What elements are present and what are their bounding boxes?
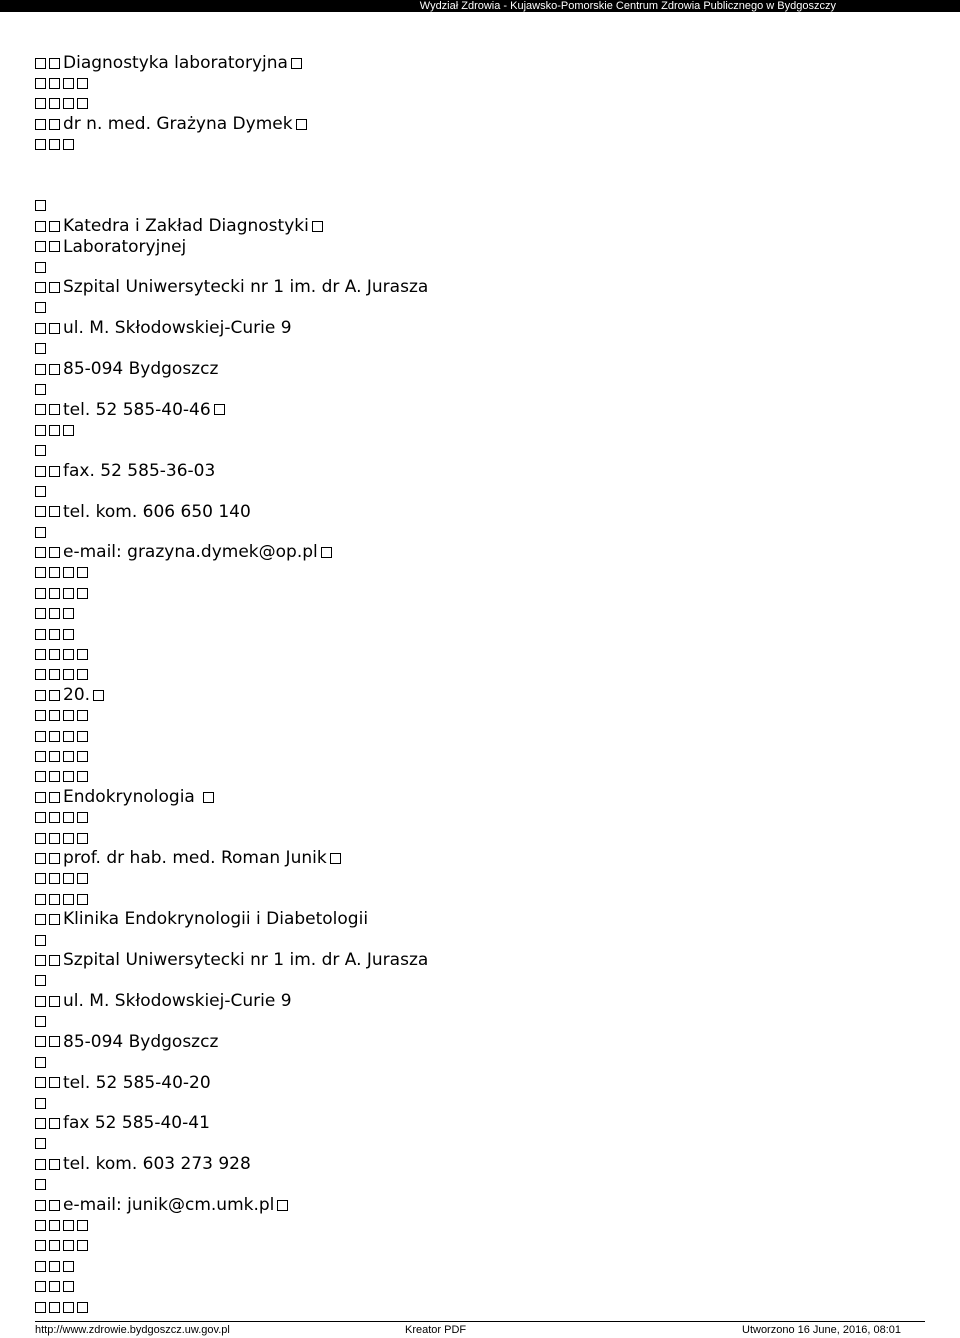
text-line [35, 1134, 935, 1154]
missing-glyph-icon [35, 445, 46, 456]
missing-glyph-icon [35, 221, 46, 232]
line-text: 20. [63, 685, 91, 706]
missing-glyph-icon [35, 282, 46, 293]
text-line [35, 583, 935, 603]
text-line [35, 114, 935, 134]
text-line [35, 1011, 935, 1031]
text-line [35, 1154, 935, 1174]
text-line [35, 1297, 935, 1317]
text-line [35, 298, 935, 318]
text-line [35, 53, 935, 73]
missing-glyph-icon [35, 119, 46, 130]
missing-glyph-icon [35, 384, 46, 395]
text-line [35, 950, 935, 970]
document-body [35, 53, 935, 1317]
missing-glyph-icon [63, 78, 74, 89]
missing-glyph-icon [35, 975, 46, 986]
missing-glyph-icon [35, 1240, 46, 1251]
missing-glyph-icon [49, 669, 60, 680]
footer-creator: Kreator PDF [405, 1324, 467, 1336]
missing-glyph-icon [77, 669, 88, 680]
text-line [35, 94, 935, 114]
missing-glyph-icon [63, 567, 74, 578]
text-line [35, 155, 935, 196]
missing-glyph-icon [49, 731, 60, 742]
missing-glyph-icon [35, 567, 46, 578]
missing-glyph-icon [77, 833, 88, 844]
missing-glyph-icon [49, 119, 60, 130]
text-line [35, 522, 935, 542]
missing-glyph-icon [49, 996, 60, 1007]
missing-glyph-icon [35, 629, 46, 640]
missing-glyph-icon [35, 1057, 46, 1068]
missing-glyph-icon [49, 282, 60, 293]
missing-glyph-icon [49, 567, 60, 578]
missing-glyph-icon [63, 1281, 74, 1292]
missing-glyph-icon [35, 1281, 46, 1292]
text-line [35, 1073, 935, 1093]
footer-divider [35, 1321, 925, 1322]
missing-glyph-icon [77, 710, 88, 721]
text-line [35, 807, 935, 827]
missing-glyph-icon [49, 812, 60, 823]
missing-glyph-icon [35, 996, 46, 1007]
line-text: dr n. med. Grażyna Dymek [63, 114, 293, 135]
line-text: Klinika Endokrynologii i Diabetologii [63, 909, 369, 930]
text-line [35, 379, 935, 399]
line-text: Diagnostyka laboratoryjna [63, 53, 288, 73]
missing-glyph-icon [63, 1220, 74, 1231]
missing-glyph-icon [49, 1240, 60, 1251]
text-line [35, 359, 935, 379]
missing-glyph-icon [35, 547, 46, 558]
missing-glyph-icon [49, 1159, 60, 1170]
missing-glyph-icon [63, 812, 74, 823]
missing-glyph-icon [49, 547, 60, 558]
text-line [35, 1256, 935, 1276]
missing-glyph-icon [296, 119, 307, 130]
missing-glyph-icon [35, 1036, 46, 1047]
text-line [35, 624, 935, 644]
missing-glyph-icon [63, 425, 74, 436]
line-text: Endokrynologia [63, 787, 201, 808]
missing-glyph-icon [49, 1302, 60, 1313]
text-line [35, 726, 935, 746]
missing-glyph-icon [35, 1138, 46, 1149]
missing-glyph-icon [77, 771, 88, 782]
missing-glyph-icon [35, 1077, 46, 1088]
missing-glyph-icon [35, 58, 46, 69]
line-text: fax. 52 585-36-03 [63, 460, 216, 481]
missing-glyph-icon [77, 873, 88, 884]
missing-glyph-icon [321, 547, 332, 558]
text-line [35, 706, 935, 726]
missing-glyph-icon [49, 466, 60, 477]
text-line [35, 420, 935, 440]
missing-glyph-icon [35, 1118, 46, 1129]
missing-glyph-icon [35, 1159, 46, 1170]
text-line [35, 481, 935, 501]
missing-glyph-icon [49, 1200, 60, 1211]
text-line [35, 665, 935, 685]
footer-url-link[interactable]: http://www.zdrowie.bydgoszcz.uw.gov.pl [35, 1324, 230, 1336]
text-line [35, 889, 935, 909]
line-text: e-mail: junik@cm.umk.pl [63, 1194, 275, 1215]
missing-glyph-icon [49, 690, 60, 701]
missing-glyph-icon [35, 710, 46, 721]
missing-glyph-icon [214, 404, 225, 415]
missing-glyph-icon [63, 98, 74, 109]
text-line [35, 563, 935, 583]
missing-glyph-icon [49, 649, 60, 660]
missing-glyph-icon [49, 364, 60, 375]
line-text: Szpital Uniwersytecki nr 1 im. dr A. Jurasza [63, 277, 429, 298]
missing-glyph-icon [35, 425, 46, 436]
text-line [35, 318, 935, 338]
missing-glyph-icon [291, 58, 302, 69]
missing-glyph-icon [63, 833, 74, 844]
text-line [35, 767, 935, 787]
missing-glyph-icon [49, 588, 60, 599]
line-text: tel. 52 585-40-20 [63, 1072, 211, 1093]
missing-glyph-icon [35, 751, 46, 762]
missing-glyph-icon [49, 1036, 60, 1047]
text-line [35, 848, 935, 868]
text-line [35, 685, 935, 705]
missing-glyph-icon [77, 588, 88, 599]
missing-glyph-icon [35, 404, 46, 415]
missing-glyph-icon [63, 669, 74, 680]
text-line [35, 73, 935, 93]
missing-glyph-icon [35, 527, 46, 538]
text-line [35, 1195, 935, 1215]
missing-glyph-icon [35, 649, 46, 660]
missing-glyph-icon [35, 506, 46, 517]
text-line [35, 400, 935, 420]
missing-glyph-icon [35, 302, 46, 313]
missing-glyph-icon [49, 1281, 60, 1292]
line-text: Laboratoryjnej [63, 236, 187, 257]
missing-glyph-icon [77, 567, 88, 578]
line-text: e-mail: grazyna.dymek@op.pl [63, 542, 318, 563]
missing-glyph-icon [77, 894, 88, 905]
text-line [35, 1236, 935, 1256]
missing-glyph-icon [277, 1200, 288, 1211]
text-line [35, 135, 935, 155]
text-line [35, 237, 935, 257]
line-text: ul. M. Skłodowskiej-Curie 9 [63, 990, 292, 1011]
text-line [35, 502, 935, 522]
line-text: fax 52 585-40-41 [63, 1113, 210, 1134]
line-text: prof. dr hab. med. Roman Junik [63, 848, 327, 869]
missing-glyph-icon [49, 873, 60, 884]
missing-glyph-icon [203, 792, 214, 803]
missing-glyph-icon [35, 873, 46, 884]
missing-glyph-icon [35, 731, 46, 742]
missing-glyph-icon [63, 710, 74, 721]
missing-glyph-icon [35, 139, 46, 150]
missing-glyph-icon [35, 894, 46, 905]
missing-glyph-icon [77, 731, 88, 742]
missing-glyph-icon [63, 588, 74, 599]
missing-glyph-icon [49, 1261, 60, 1272]
missing-glyph-icon [35, 608, 46, 619]
missing-glyph-icon [63, 1302, 74, 1313]
missing-glyph-icon [35, 486, 46, 497]
text-line [35, 257, 935, 277]
text-line [35, 1175, 935, 1195]
missing-glyph-icon [35, 935, 46, 946]
missing-glyph-icon [49, 323, 60, 334]
missing-glyph-icon [49, 506, 60, 517]
text-line [35, 746, 935, 766]
missing-glyph-icon [77, 1302, 88, 1313]
text-line [35, 1032, 935, 1052]
missing-glyph-icon [77, 751, 88, 762]
line-text: tel. kom. 606 650 140 [63, 501, 251, 522]
text-line [35, 1093, 935, 1113]
missing-glyph-icon [63, 608, 74, 619]
missing-glyph-icon [63, 873, 74, 884]
missing-glyph-icon [35, 1200, 46, 1211]
missing-glyph-icon [35, 1098, 46, 1109]
missing-glyph-icon [49, 1220, 60, 1231]
line-text: 85-094 Bydgoszcz [63, 1031, 219, 1052]
missing-glyph-icon [35, 792, 46, 803]
missing-glyph-icon [35, 466, 46, 477]
missing-glyph-icon [35, 812, 46, 823]
missing-glyph-icon [49, 792, 60, 803]
missing-glyph-icon [63, 1261, 74, 1272]
missing-glyph-icon [63, 894, 74, 905]
line-text: tel. 52 585-40-46 [63, 399, 211, 420]
missing-glyph-icon [49, 98, 60, 109]
text-line [35, 1052, 935, 1072]
missing-glyph-icon [77, 78, 88, 89]
missing-glyph-icon [49, 241, 60, 252]
text-line [35, 196, 935, 216]
missing-glyph-icon [49, 710, 60, 721]
missing-glyph-icon [330, 853, 341, 864]
missing-glyph-icon [49, 1077, 60, 1088]
missing-glyph-icon [35, 323, 46, 334]
missing-glyph-icon [63, 629, 74, 640]
missing-glyph-icon [63, 649, 74, 660]
line-text: Katedra i Zakład Diagnostyki [63, 216, 309, 237]
text-line [35, 1113, 935, 1133]
missing-glyph-icon [35, 1016, 46, 1027]
text-line [35, 440, 935, 460]
missing-glyph-icon [35, 1179, 46, 1190]
missing-glyph-icon [49, 629, 60, 640]
missing-glyph-icon [63, 139, 74, 150]
text-line [35, 930, 935, 950]
missing-glyph-icon [49, 608, 60, 619]
text-line [35, 1215, 935, 1235]
missing-glyph-icon [49, 1118, 60, 1129]
missing-glyph-icon [312, 221, 323, 232]
missing-glyph-icon [49, 894, 60, 905]
text-line [35, 971, 935, 991]
missing-glyph-icon [63, 751, 74, 762]
missing-glyph-icon [35, 588, 46, 599]
missing-glyph-icon [35, 853, 46, 864]
missing-glyph-icon [35, 200, 46, 211]
text-line [35, 461, 935, 481]
missing-glyph-icon [77, 1240, 88, 1251]
missing-glyph-icon [63, 771, 74, 782]
text-line [35, 604, 935, 624]
line-text: Szpital Uniwersytecki nr 1 im. dr A. Jurasza [63, 950, 429, 971]
missing-glyph-icon [35, 771, 46, 782]
missing-glyph-icon [49, 404, 60, 415]
missing-glyph-icon [49, 853, 60, 864]
missing-glyph-icon [35, 955, 46, 966]
missing-glyph-icon [49, 78, 60, 89]
missing-glyph-icon [35, 690, 46, 701]
missing-glyph-icon [35, 833, 46, 844]
missing-glyph-icon [49, 58, 60, 69]
missing-glyph-icon [35, 1302, 46, 1313]
missing-glyph-icon [77, 812, 88, 823]
missing-glyph-icon [49, 751, 60, 762]
missing-glyph-icon [35, 364, 46, 375]
missing-glyph-icon [49, 425, 60, 436]
missing-glyph-icon [93, 690, 104, 701]
text-line [35, 216, 935, 236]
missing-glyph-icon [35, 241, 46, 252]
text-line [35, 338, 935, 358]
text-line [35, 1276, 935, 1296]
missing-glyph-icon [49, 139, 60, 150]
missing-glyph-icon [77, 649, 88, 660]
text-line [35, 542, 935, 562]
text-line [35, 787, 935, 807]
text-line [35, 869, 935, 889]
missing-glyph-icon [49, 771, 60, 782]
text-line [35, 991, 935, 1011]
missing-glyph-icon [35, 1220, 46, 1231]
line-text: 85-094 Bydgoszcz [63, 358, 219, 379]
text-line [35, 277, 935, 297]
missing-glyph-icon [35, 914, 46, 925]
missing-glyph-icon [77, 1220, 88, 1231]
missing-glyph-icon [49, 914, 60, 925]
footer-created-date: Utworzono 16 June, 2016, 08:01 [742, 1324, 902, 1336]
text-line [35, 828, 935, 848]
line-text: ul. M. Skłodowskiej-Curie 9 [63, 318, 292, 339]
missing-glyph-icon [63, 731, 74, 742]
missing-glyph-icon [77, 98, 88, 109]
missing-glyph-icon [35, 1261, 46, 1272]
missing-glyph-icon [49, 221, 60, 232]
missing-glyph-icon [35, 78, 46, 89]
text-line [35, 644, 935, 664]
missing-glyph-icon [35, 98, 46, 109]
missing-glyph-icon [49, 955, 60, 966]
missing-glyph-icon [49, 833, 60, 844]
line-text: tel. kom. 603 273 928 [63, 1154, 251, 1175]
missing-glyph-icon [63, 1240, 74, 1251]
page-header-title: Wydział Zdrowia - Kujawsko-Pomorskie Centrum Zdrowia Publicznego w Bydgoszczy [419, 0, 836, 12]
text-line [35, 909, 935, 929]
missing-glyph-icon [35, 669, 46, 680]
missing-glyph-icon [35, 343, 46, 354]
missing-glyph-icon [35, 262, 46, 273]
